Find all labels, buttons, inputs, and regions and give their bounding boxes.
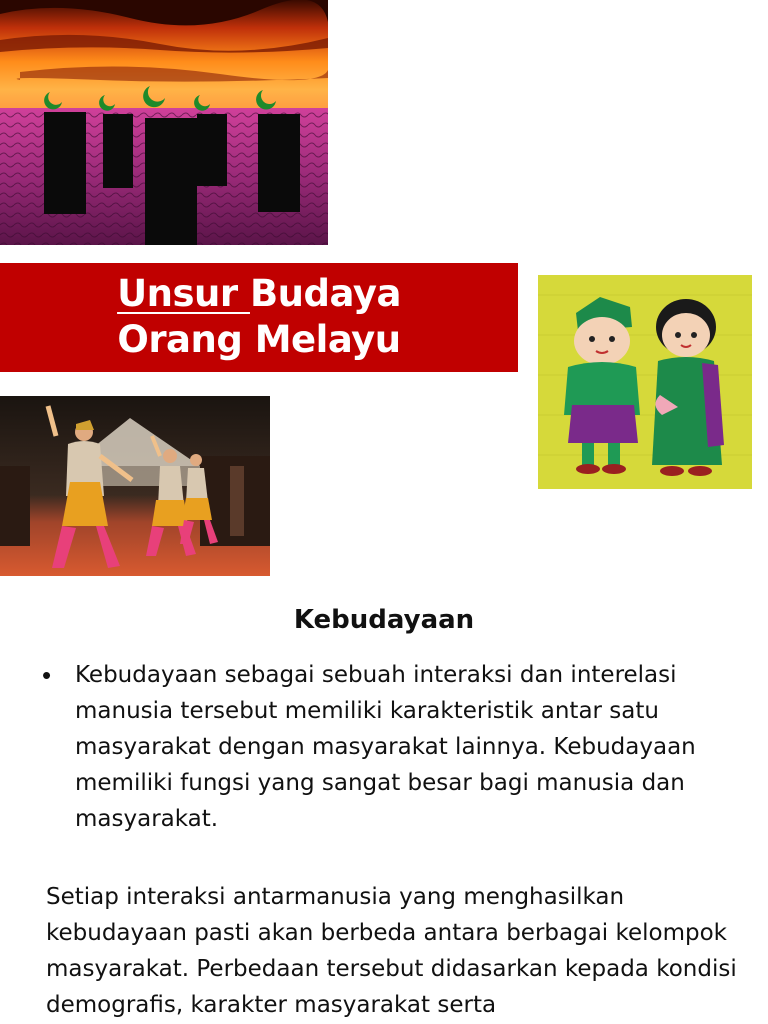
body-paragraph: Setiap interaksi antarmanusia yang menghasilkan kebudayaan pasti akan berbeda antara berbagai kelompok masyarakat. Perbedaan tersebut didasarkan kepada kondisi demografis, karakter masyarakat serta <box>46 884 737 1018</box>
title-underlined-word: Unsur <box>117 272 250 315</box>
title-line2: Orang Melayu <box>117 318 401 361</box>
slide-title <box>0 271 518 363</box>
malay-couple-image <box>538 275 752 489</box>
malay-dancers-image <box>0 396 270 576</box>
sunset-pillars-image <box>0 0 328 245</box>
title-banner <box>0 263 518 372</box>
title-line1-rest: Budaya <box>249 272 401 315</box>
bullet-icon: • <box>42 660 52 690</box>
bullet-text: Kebudayaan sebagai sebuah interaksi dan interelasi manusia tersebut memiliki karakteristik antar satu masyarakat dengan masyarakat lainnya. Kebudayaan memiliki fungsi yang sangat besar bagi manusia dan masyarakat. <box>75 662 696 832</box>
section-heading: Kebudayaan <box>293 605 475 635</box>
